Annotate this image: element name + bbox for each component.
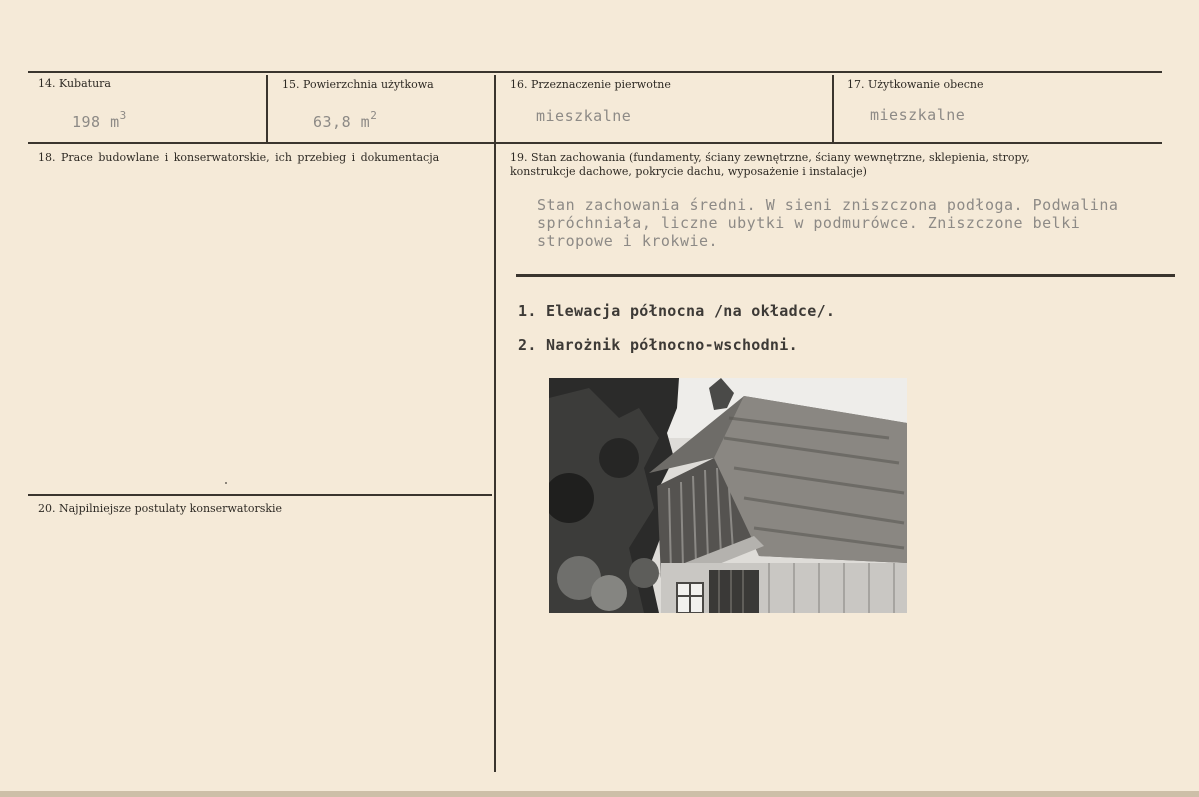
field-19-label-line1: 19. Stan zachowania (fundamenty, ściany zewnętrzne, ściany wewnętrzne, sklepienia, stropy, — [510, 151, 1030, 164]
house-photograph — [549, 378, 907, 613]
photo-list-item-2: 2. Narożnik północno-wschodni. — [518, 336, 798, 354]
section-19-rule — [516, 274, 1175, 277]
page-bottom-edge — [0, 791, 1199, 797]
photo-list-item-1: 1. Elewacja północna /na okładce/. — [518, 302, 836, 320]
section-18-20-divider — [28, 494, 492, 496]
field-16-label: 16. Przeznaczenie pierwotne — [510, 78, 671, 91]
field-15-label: 15. Powierzchnia użytkowa — [282, 78, 434, 91]
field-19-label-line2: konstrukcje dachowe, pokrycie dachu, wyposażenie i instalacje) — [510, 165, 867, 178]
field-18-label: 18. Prace budowlane i konserwatorskie, ich przebieg i dokumentacja — [38, 151, 440, 164]
field-19-text-line3: stropowe i krokwie. — [537, 232, 719, 250]
field-20-label: 20. Najpilniejsze postulaty konserwatorskie — [38, 502, 283, 515]
field-16-value: mieszkalne — [536, 107, 632, 125]
field-17-label: 17. Użytkowanie obecne — [847, 78, 984, 91]
field-14-value — [72, 107, 127, 131]
speck — [225, 482, 227, 484]
field-15-superscript: 2 — [370, 109, 378, 122]
field-15-value — [313, 107, 377, 131]
field-15-number: 63,8 m — [313, 113, 371, 131]
field-14-superscript: 3 — [119, 109, 127, 122]
field-19-text-line1: Stan zachowania średni. W sieni zniszczona podłoga. Podwalina — [537, 196, 1119, 214]
col-divider-2 — [494, 75, 496, 772]
field-17-value: mieszkalne — [870, 106, 966, 124]
field-14-label: 14. Kubatura — [38, 77, 111, 90]
row-divider — [28, 142, 1162, 144]
col-divider-3 — [832, 75, 834, 142]
field-14-number: 198 m — [72, 113, 120, 131]
field-19-text-line2: spróchniała, liczne ubytki w podmurówce. Zniszczone belki — [537, 214, 1081, 232]
col-divider-1 — [266, 75, 268, 142]
top-rule — [28, 71, 1162, 73]
